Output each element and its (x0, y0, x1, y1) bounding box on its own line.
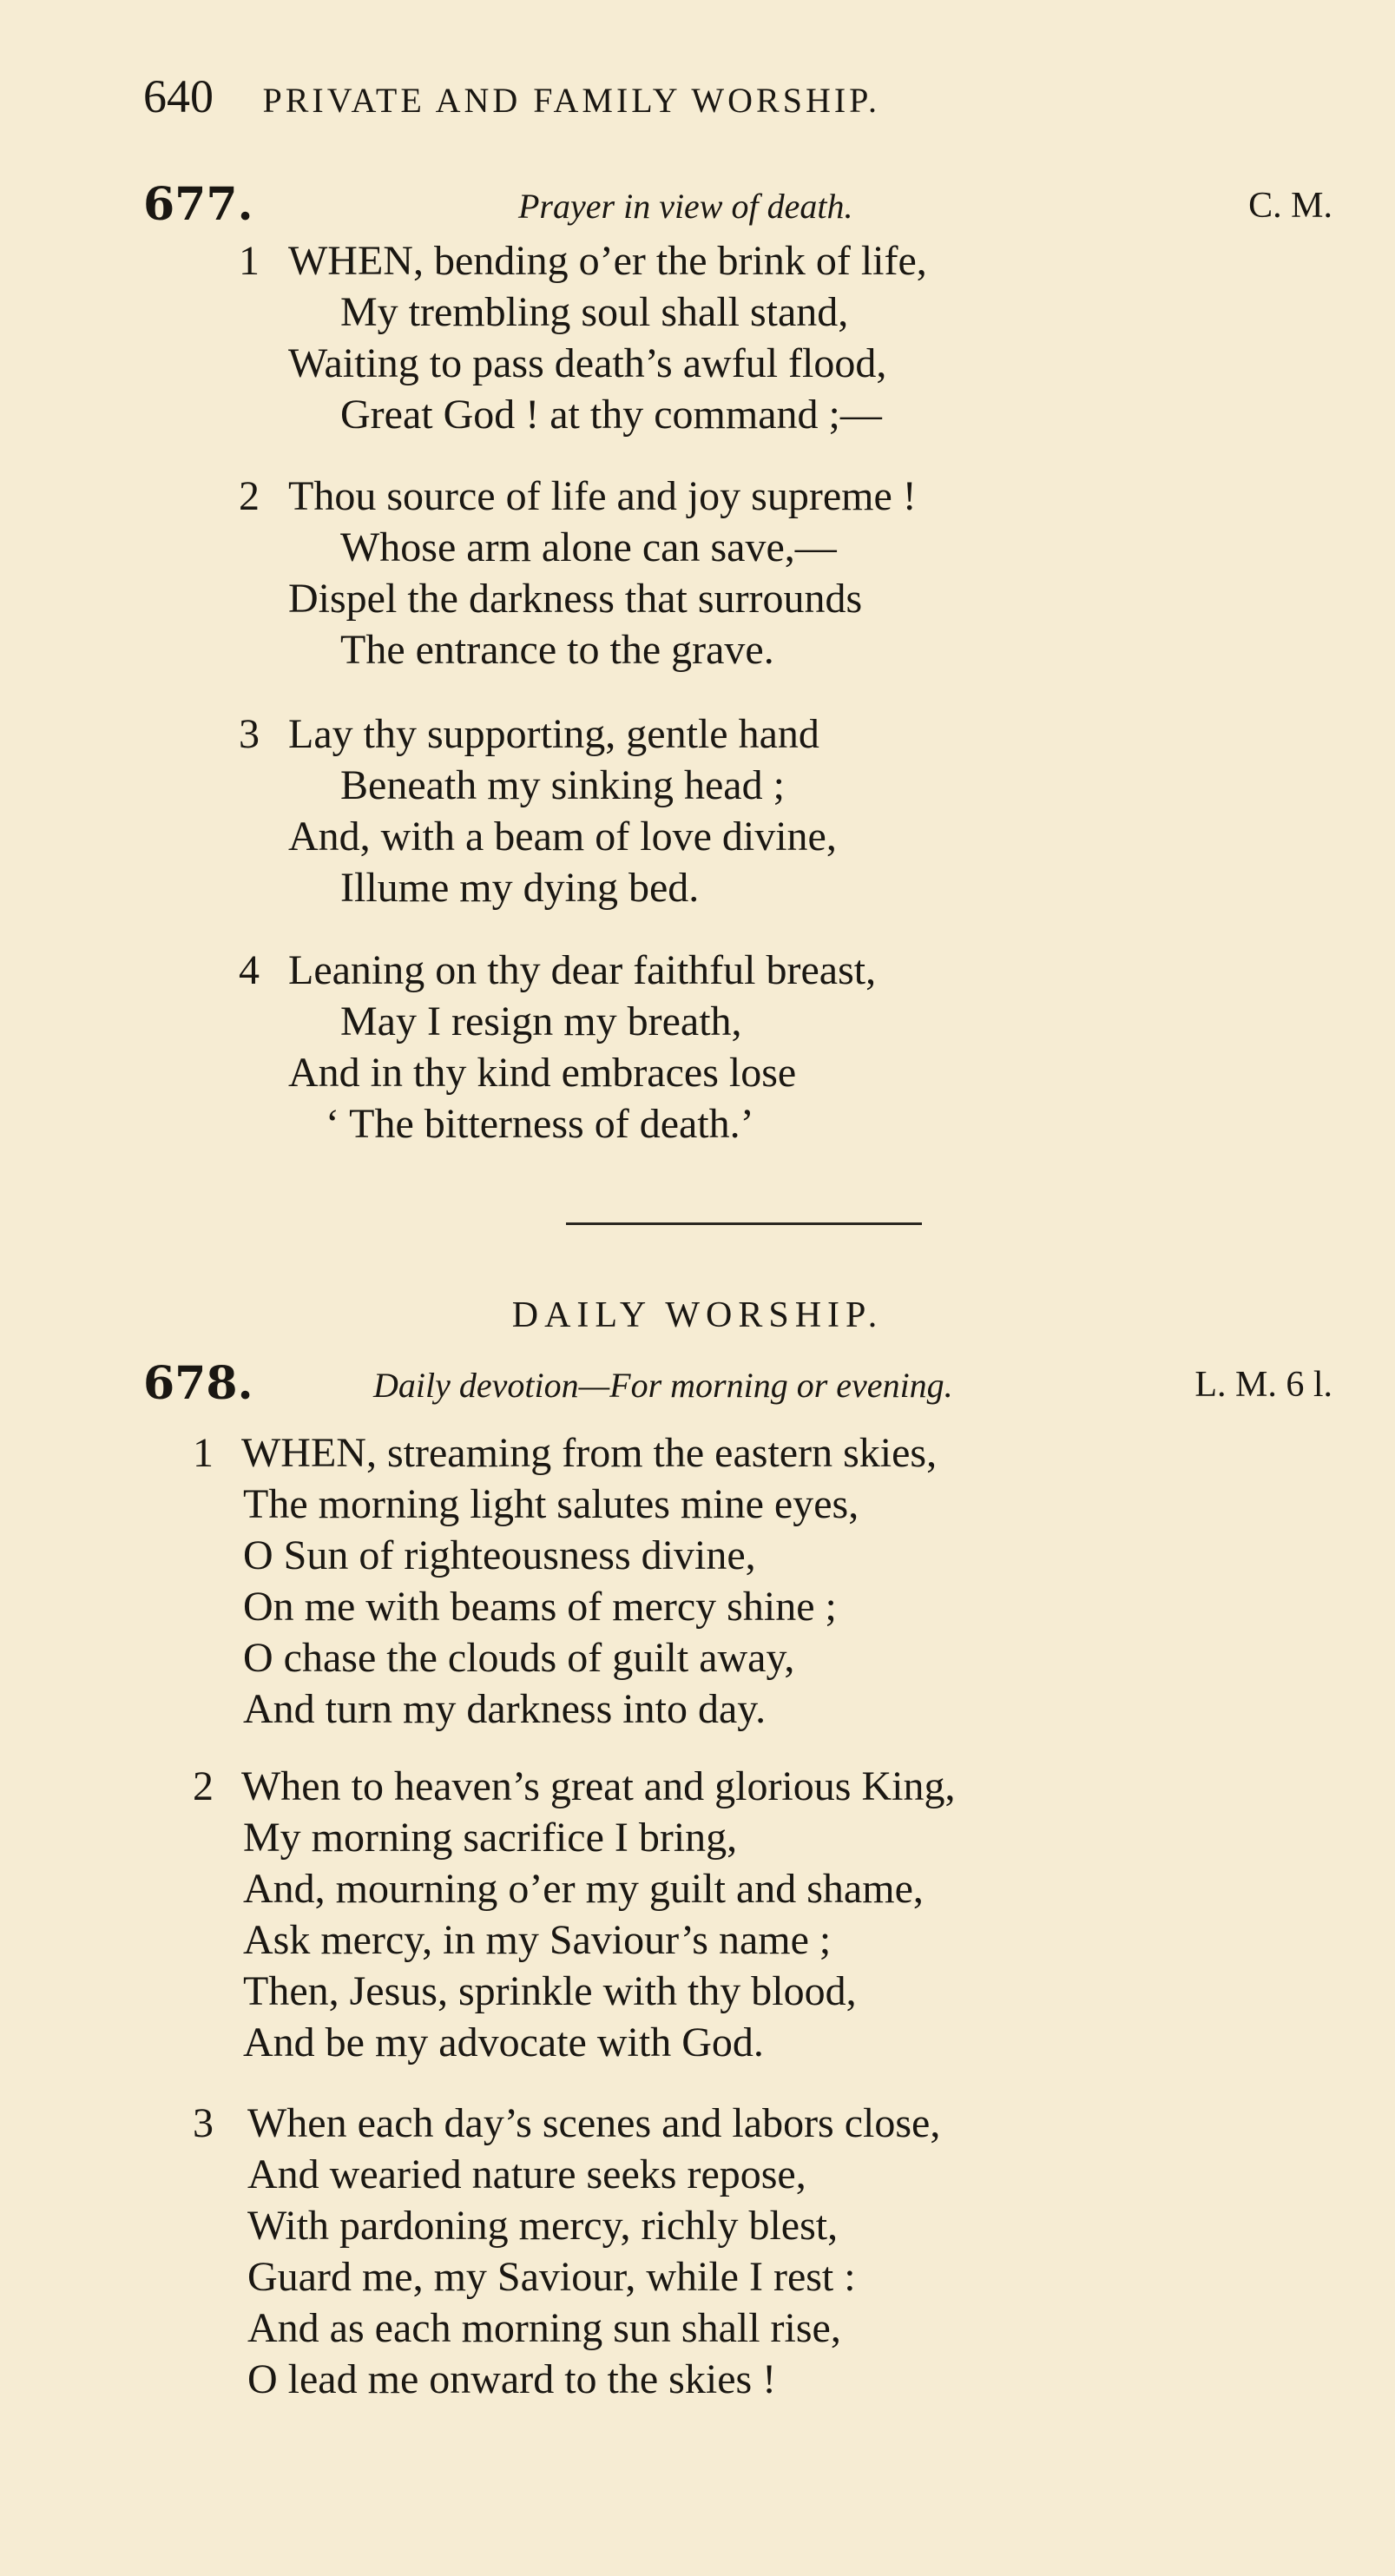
verse-line: Thou source of life and joy supreme ! (288, 473, 917, 519)
running-head (143, 70, 880, 122)
hymn-677-meter: C. M. (1248, 186, 1332, 226)
verse-line: And, with a beam of love divine, (288, 814, 837, 860)
verse-line: Lay thy supporting, gentle hand (288, 711, 819, 757)
verse-line: And, mourning o’er my guilt and shame, (243, 1866, 924, 1912)
verse-line: When each day’s scenes and labors close, (247, 2100, 941, 2146)
stanza-number: 2 (193, 1763, 214, 1809)
stanza-number: 4 (239, 947, 260, 993)
verse-line: My trembling soul shall stand, (340, 289, 849, 335)
verse-line: O lead me onward to the skies ! (247, 2356, 777, 2402)
verse-line: Leaning on thy dear faithful breast, (288, 947, 877, 993)
verse-line: On me with beams of mercy shine ; (243, 1584, 837, 1630)
stanza-number: 1 (239, 238, 260, 284)
verse-line: May I resign my breath, (340, 998, 742, 1044)
verse-line: Guard me, my Saviour, while I rest : (247, 2254, 856, 2300)
verse-line: Ask mercy, in my Saviour’s name ; (243, 1917, 832, 1963)
verse-line: Whose arm alone can save,— (340, 524, 837, 570)
stanza-number: 3 (239, 711, 260, 757)
verse-line: Dispel the darkness that surrounds (288, 576, 863, 622)
verse-line: Then, Jesus, sprinkle with thy blood, (243, 1968, 857, 2014)
stanza-number: 2 (239, 473, 260, 519)
running-head-title: PRIVATE AND FAMILY WORSHIP. (262, 81, 880, 120)
verse-line: And turn my darkness into day. (243, 1686, 767, 1732)
verse-line: Illume my dying bed. (340, 865, 700, 911)
hymn-678-meter: L. M. 6 l. (1194, 1365, 1332, 1405)
hymn-678-number: 678. (143, 1357, 253, 1410)
verse-line: Beneath my sinking head ; (340, 762, 785, 808)
verse-line: ‘ The bitterness of death.’ (326, 1101, 754, 1147)
hymn-677-title: Prayer in view of death. (518, 187, 853, 226)
stanza-number: 1 (193, 1430, 214, 1476)
verse-line: And as each morning sun shall rise, (247, 2305, 841, 2351)
verse-line: Waiting to pass death’s awful flood, (288, 340, 887, 386)
verse-line: The entrance to the grave. (340, 627, 774, 673)
verse-line: WHEN, bending o’er the brink of life, (288, 238, 927, 284)
hymn-678-header (143, 1357, 1332, 1413)
section-title: DAILY WORSHIP. (511, 1295, 884, 1335)
verse-line: WHEN, streaming from the eastern skies, (241, 1430, 938, 1476)
verse-line: O Sun of righteousness divine, (243, 1532, 756, 1578)
page-number: 640 (143, 70, 214, 122)
section-divider (566, 1222, 922, 1225)
hymn-677-header (143, 178, 1332, 234)
verse-line: And in thy kind embraces lose (288, 1050, 797, 1096)
verse-line: When to heaven’s great and glorious King, (241, 1763, 956, 1809)
verse-line: With pardoning mercy, richly blest, (247, 2203, 839, 2249)
verse-line: Great God ! at thy command ;— (340, 392, 882, 438)
verse-line: And be my advocate with God. (243, 2019, 764, 2065)
verse-line: And wearied nature seeks repose, (247, 2151, 806, 2197)
verse-line: O chase the clouds of guilt away, (243, 1635, 795, 1681)
stanza-number: 3 (193, 2100, 214, 2146)
verse-line: The morning light salutes mine eyes, (243, 1481, 859, 1527)
verse-line: My morning sacrifice I bring, (243, 1815, 738, 1861)
hymn-677-number: 677. (143, 178, 253, 231)
hymn-678-title: Daily devotion—For morning or evening. (373, 1366, 953, 1405)
